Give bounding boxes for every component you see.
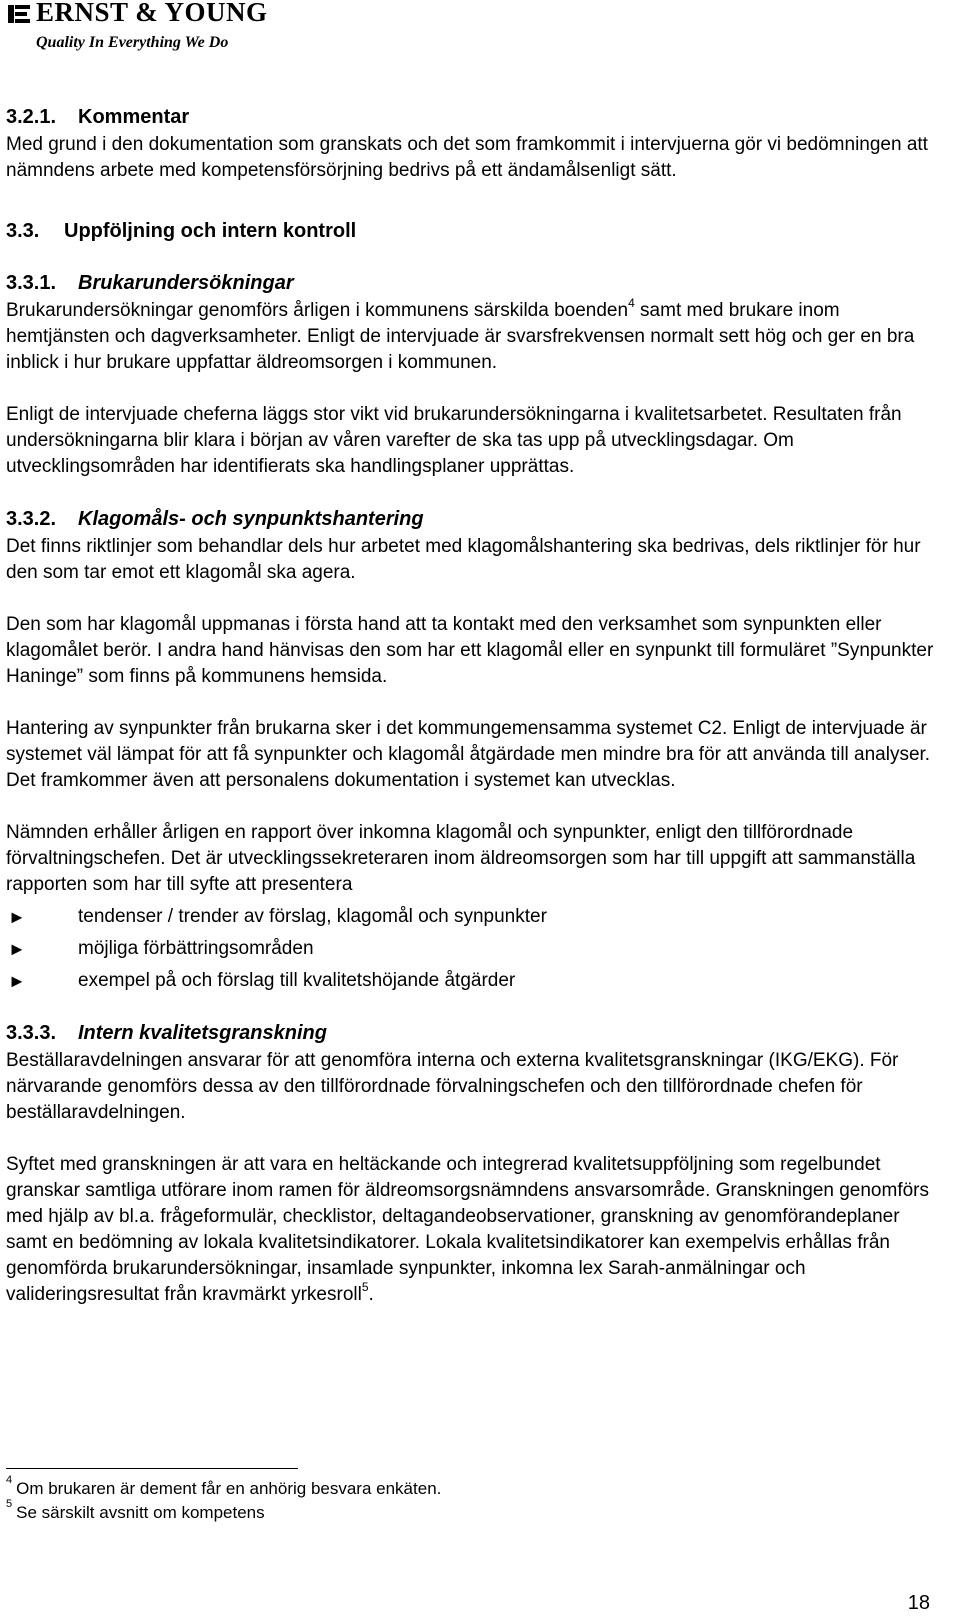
- heading-title: Brukarundersökningar: [78, 272, 294, 294]
- paragraph: Den som har klagomål uppmanas i första hand att ta kontakt med den verksamhet som synpunkten eller klagomålet berör. I andra hand hänvisas den som har ett klagomål eller en synpunkt till formuläret ”Synpunkter Haninge” som finns på kommunens hemsida.: [6, 614, 934, 687]
- paragraph: Beställaravdelningen ansvarar för att genomföra interna och externa kvalitetsgranskningar (IKG/EKG). För närvarande genomförs dessa av den tillförordnade förvalningschefen och den tillförordnade chefen för beställaravdelningen.: [6, 1050, 899, 1123]
- footnote-text: Se särskilt avsnitt om kompetens: [16, 1503, 265, 1522]
- list-item: [6, 936, 936, 962]
- paragraph-text: samt med brukare inom hemtjänsten och dagverksamheter. Enligt de intervjuade är svarsfrekvensen normalt sett hög och ger en bra inblick i hur brukare uppfattar äldreomsorgen i kommunen.: [6, 300, 915, 373]
- heading-3-3: [6, 218, 936, 244]
- paragraph-text: Brukarundersökningar genomförs årligen i kommunens särskilda boenden: [6, 300, 629, 321]
- paragraph-text: .: [368, 1284, 374, 1305]
- footnote-text: Om brukaren är dement får en anhörig besvara enkäten.: [16, 1479, 442, 1498]
- heading-number: 3.3.1.: [6, 272, 57, 294]
- footnote-4: [6, 1474, 906, 1500]
- footnotes: [6, 1474, 906, 1526]
- paragraph: Enligt de intervjuade cheferna läggs stor vikt vid brukarundersökningarna i kvalitetsarbetet. Resultaten från undersökningarna blir klara i början av våren varefter de ska tas upp på utvecklingsdagar. Om utvecklingsområden har identifierats ska handlingsplaner upprättas.: [6, 404, 902, 477]
- heading-number: 3.3.: [6, 220, 40, 242]
- footnote-ref-5[interactable]: 5: [361, 1279, 369, 1294]
- bullet-arrow-icon: ►: [8, 907, 26, 927]
- heading-title: Kommentar: [78, 106, 190, 128]
- heading-title: Intern kvalitetsgranskning: [78, 1022, 327, 1044]
- page-number: 18: [907, 1592, 930, 1614]
- footnote-5: [6, 1498, 906, 1524]
- footnote-divider: [6, 1468, 298, 1469]
- heading-number: 3.3.2.: [6, 508, 57, 530]
- bullet-list: [6, 904, 936, 994]
- paragraph: [6, 1152, 936, 1308]
- footnote-number: 4: [6, 1474, 13, 1487]
- paragraph-text: Syftet med granskningen är att vara en heltäckande och integrerad kvalitetsuppföljning som regelbundet granskar samtliga utförare inom ramen för äldreomsorgsnämndens ansvarsområde. Granskningen genomförs med hjälp av bl.a. frågeformulär, checklistor, deltagandeobservationer, granskning av genomförandeplaner samt en bedömning av lokala kvalitetsindikatorer. Lokala kvalitetsindikatorer kan exempelvis erhållas från genomförda brukarundersökningar, insamlade synpunkter, inkomna lex Sarah-anmälningar och valideringsresultat från kravmärkt yrkesroll: [6, 1154, 929, 1305]
- list-item-text: möjliga förbättringsområden: [78, 938, 314, 959]
- paragraph: Det finns riktlinjer som behandlar dels hur arbetet med klagomålshantering ska bedrivas, dels riktlinjer för hur den som tar emot ett klagomål ska agera.: [6, 536, 921, 583]
- list-item: [6, 968, 936, 994]
- bullet-arrow-icon: ►: [8, 939, 26, 959]
- paragraph: Hantering av synpunkter från brukarna sker i det kommungemensamma systemet C2. Enligt de intervjuade är systemet väl lämpat för att få synpunkter och klagomål åtgärdade men mindre bra för att använda till analyser. Det framkommer även att personalens dokumentation i systemet kan utvecklas.: [6, 718, 931, 791]
- heading-3-3-1: [6, 270, 936, 296]
- footnote-number: 5: [6, 1498, 13, 1511]
- footnote-ref-4[interactable]: 4: [628, 295, 635, 310]
- heading-number: 3.3.3.: [6, 1022, 57, 1044]
- company-tagline: Quality In Everything We Do: [36, 34, 229, 51]
- list-item-text: exempel på och förslag till kvalitetshöjande åtgärder: [78, 970, 516, 991]
- paragraph: Med grund i den dokumentation som granskats och det som framkommit i intervjuerna gör vi bedömningen att nämndens arbete med kompetensförsörjning bedrivs på ett ändamålsenligt sätt.: [6, 134, 928, 181]
- heading-3-3-2: [6, 506, 936, 532]
- list-item: [6, 904, 936, 930]
- paragraph: Nämnden erhåller årligen en rapport över inkomna klagomål och synpunkter, enligt den tillförordnade förvaltningschefen. Det är utvecklingssekreteraren inom äldreomsorgen som har till uppgift att sammanställa rapporten som har till syfte att presentera: [6, 822, 916, 895]
- company-name: ERNST & YOUNG: [36, 0, 268, 27]
- company-logo: [6, 0, 266, 56]
- heading-title: Uppföljning och intern kontroll: [64, 220, 357, 242]
- heading-number: 3.2.1.: [6, 106, 57, 128]
- heading-3-3-3: [6, 1020, 936, 1046]
- main-content: [6, 104, 936, 1334]
- heading-3-2-1: [6, 104, 936, 130]
- bullet-arrow-icon: ►: [8, 971, 26, 991]
- heading-title: Klagomåls- och synpunktshantering: [78, 508, 424, 530]
- ey-logo-icon: [6, 2, 32, 24]
- list-item-text: tendenser / trender av förslag, klagomål och synpunkter: [78, 906, 547, 927]
- paragraph: [6, 295, 936, 376]
